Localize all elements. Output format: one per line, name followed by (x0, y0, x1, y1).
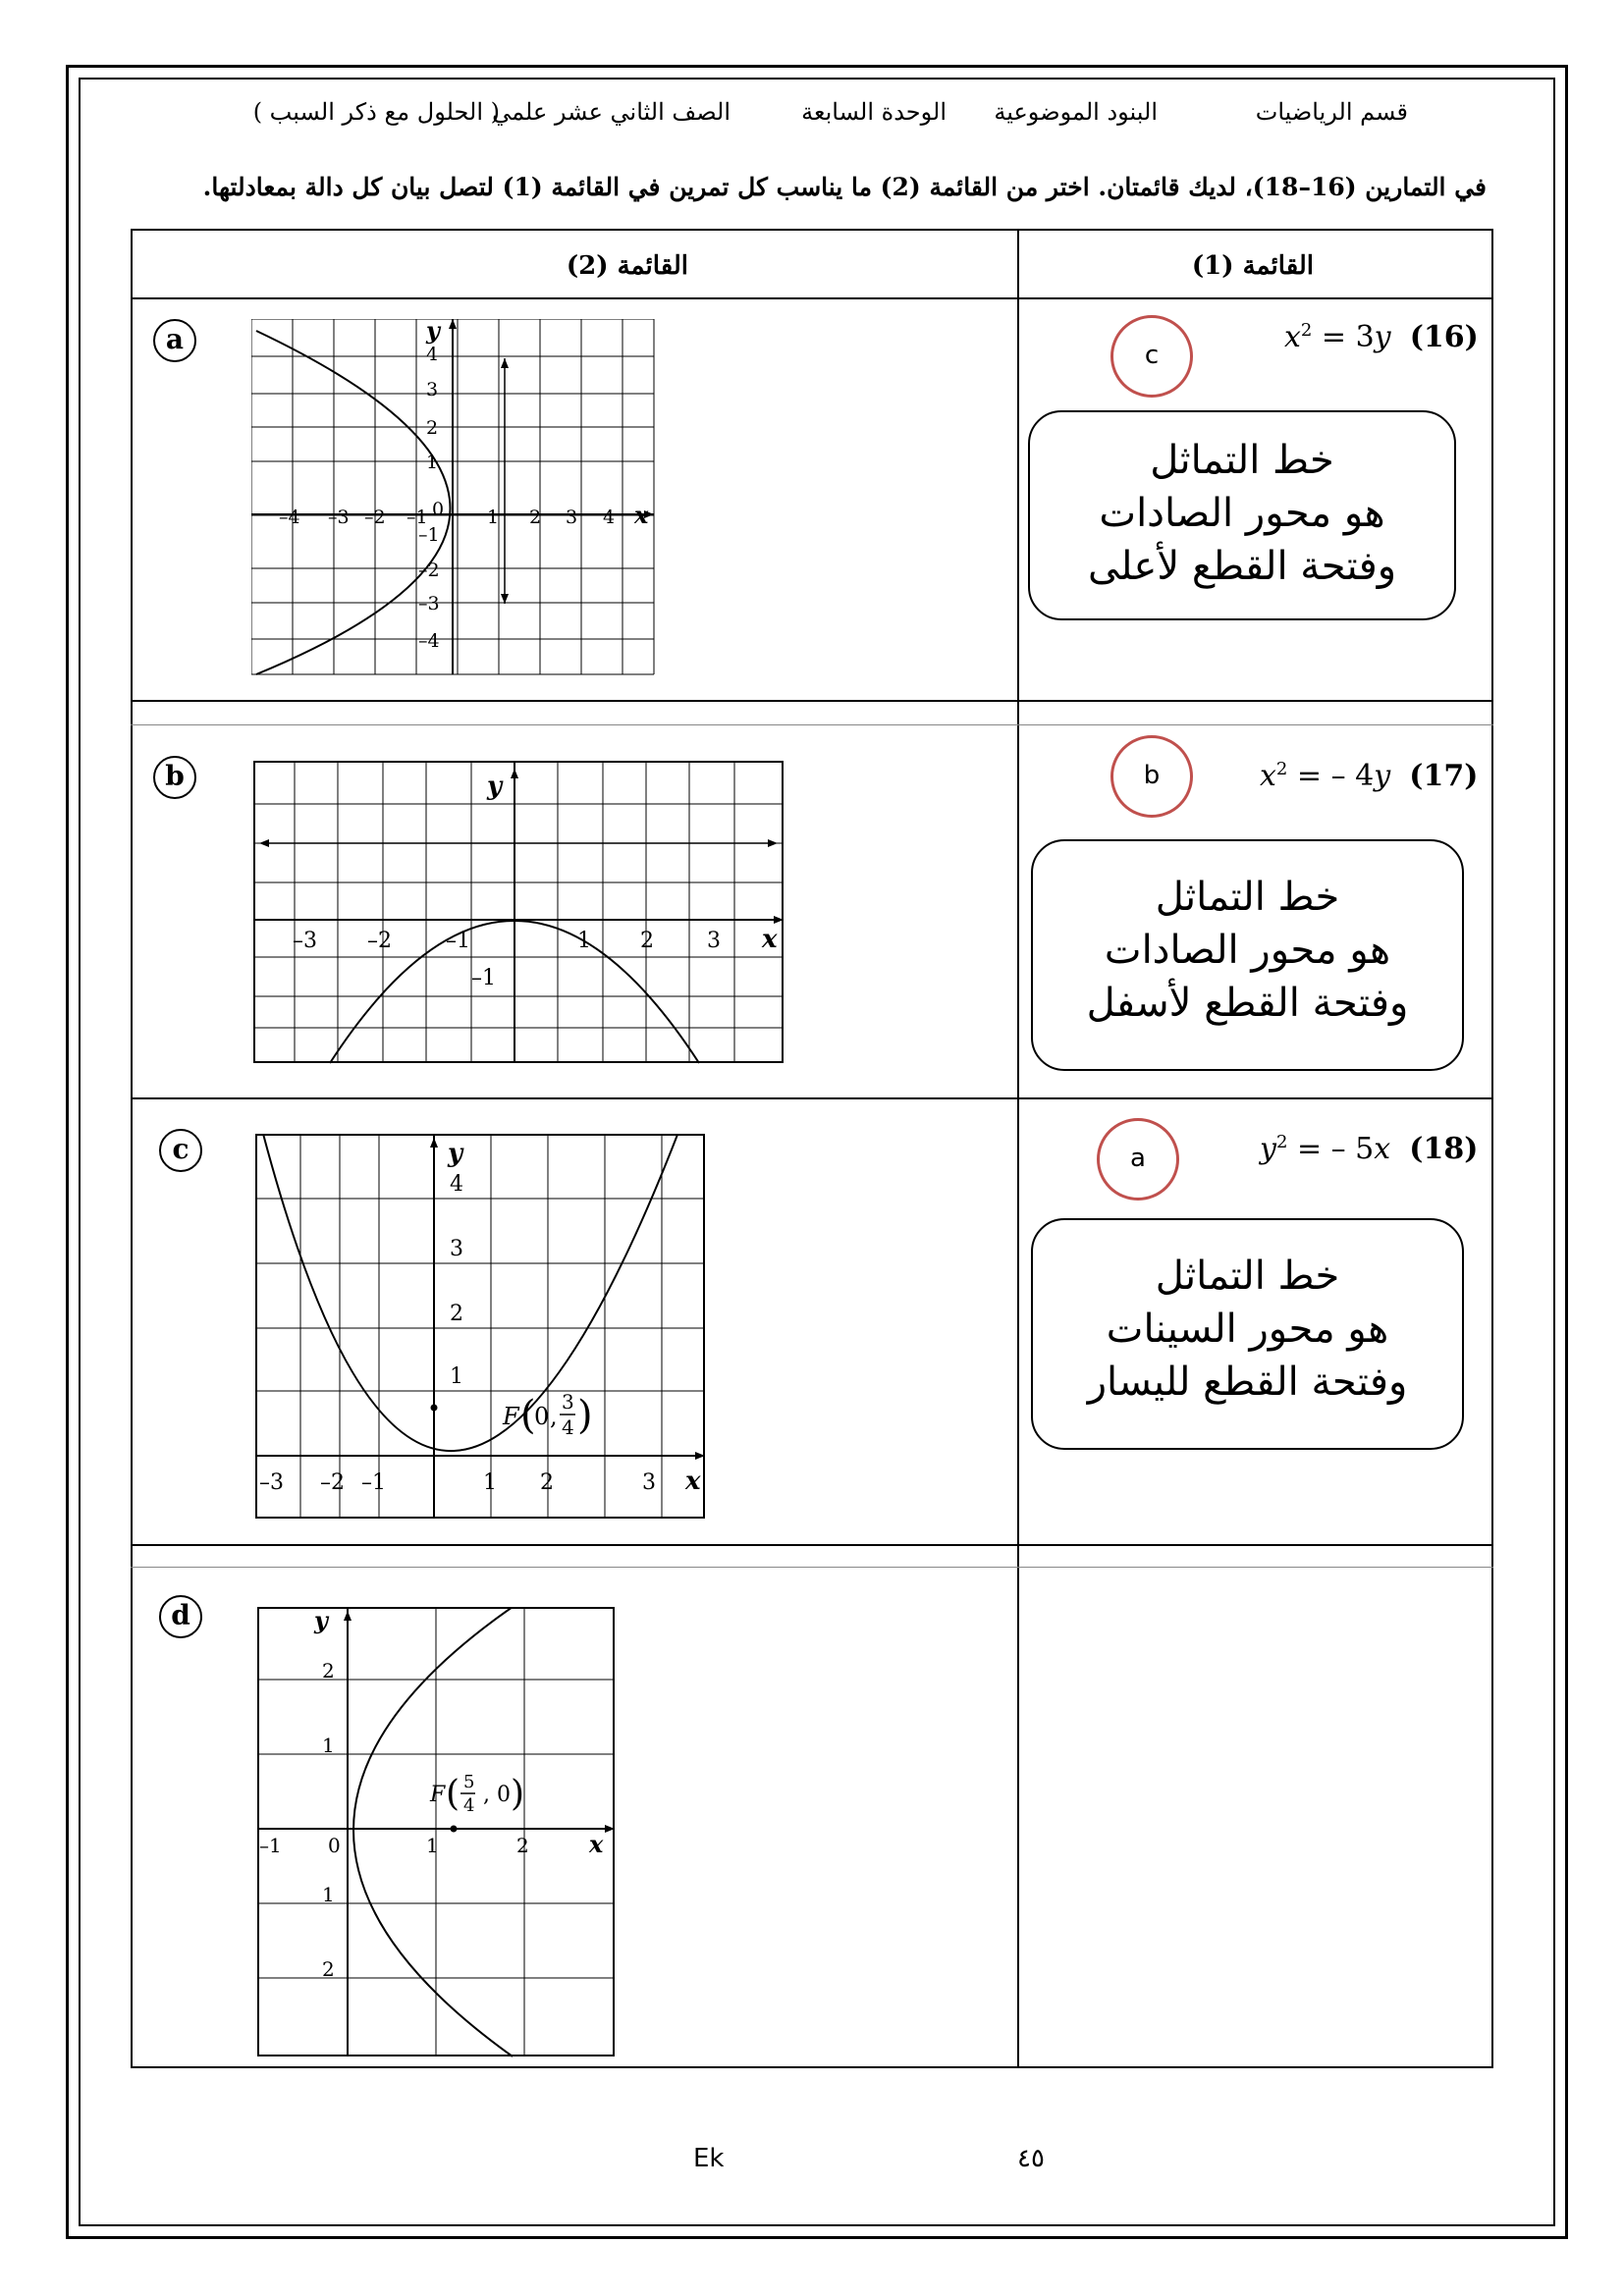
graph-d-focus-den: 4 (463, 1795, 475, 1816)
graph-b-ytick: –1 (471, 966, 496, 990)
graph-b-xtick: –1 (446, 929, 470, 953)
graph-c-focus-label: F (503, 1403, 519, 1430)
graph-a (251, 319, 656, 676)
table-column-divider (1017, 229, 1019, 2068)
graph-d-ytick: 1 (322, 1734, 335, 1757)
equation-17: $x^2$ = – 4y (17) (1260, 759, 1479, 793)
answer-circle-17: b (1110, 735, 1193, 818)
graph-a-xtick: 3 (566, 507, 578, 528)
graph-c-xtick: 2 (540, 1470, 554, 1495)
graph-d-focus-label: F (430, 1783, 446, 1807)
header-items: البنود الموضوعية (994, 98, 1158, 126)
graph-b-y-label: y (487, 772, 503, 801)
graph-a-xtick: –3 (328, 507, 350, 528)
graph-b-xtick: 3 (707, 929, 721, 953)
graph-a-ytick: 2 (426, 417, 439, 439)
graph-a-xtick: –2 (364, 507, 386, 528)
equation-16: $x^2 = 3y$ (16) (1284, 320, 1479, 354)
graph-a-ytick: –2 (418, 560, 440, 581)
reason-box-18: خط التماثل هو محور السينات وفتحة القطع لليسار (1031, 1218, 1464, 1450)
graph-c-ytick: 1 (450, 1364, 463, 1389)
exercise-number-16: (16) (1409, 320, 1479, 354)
svg-text:(: ( (520, 1393, 536, 1438)
graph-label-c: c (159, 1129, 202, 1172)
graph-a-ytick: –3 (418, 593, 440, 614)
graph-a-xtick: 2 (529, 507, 542, 528)
graph-d-ytick: 2 (322, 1659, 335, 1682)
equation-18: $y^2$ = – 5x (18) (1260, 1132, 1479, 1166)
footer-page-number: ٤٥ (1017, 2144, 1045, 2173)
header-department: قسم الرياضيات (1255, 98, 1408, 126)
graph-d-y-label: y (314, 1607, 328, 1634)
graph-b-xtick: –3 (293, 929, 317, 953)
header-unit: الوحدة السابعة (801, 98, 947, 126)
graph-a-xtick: 0 (432, 499, 445, 520)
graph-c-xtick: –1 (361, 1470, 386, 1495)
answer-circle-16: c (1110, 315, 1193, 398)
graph-a-ytick: 4 (426, 344, 439, 365)
graph-b-xtick: 2 (640, 929, 654, 953)
reason-box-16: خط التماثل هو محور الصادات وفتحة القطع لأعلى (1028, 410, 1456, 620)
svg-text:,: , (483, 1783, 490, 1807)
graph-b (253, 761, 785, 1065)
graph-a-ytick: –1 (418, 524, 440, 546)
svg-text:): ) (511, 1774, 525, 1814)
graph-d-xtick: 1 (426, 1834, 439, 1857)
graph-d-focus-y: 0 (497, 1783, 511, 1807)
graph-a-y-label: y (426, 319, 440, 345)
graph-b-xtick: 1 (577, 929, 591, 953)
reason-box-17: خط التماثل هو محور الصادات وفتحة القطع لأسفل (1031, 839, 1464, 1071)
graph-d-xtick: 0 (328, 1834, 341, 1857)
graph-a-x-label: x (634, 501, 649, 529)
graph-c-y-label: y (448, 1139, 463, 1168)
graph-d-ytick: 1 (322, 1883, 335, 1906)
header-grade: الصف الثاني عشر علمي (492, 98, 731, 126)
row-divider-3 (131, 1544, 1493, 1546)
graph-c-focus-x: 0 (534, 1403, 550, 1430)
column-header-list1: القائمة (1) (1191, 251, 1314, 281)
table-header-divider (131, 297, 1493, 299)
graph-a-xtick: 4 (603, 507, 616, 528)
graph-c-focus-num: 3 (562, 1390, 574, 1414)
graph-d-xtick: –1 (259, 1834, 282, 1857)
graph-c-ytick: 2 (450, 1302, 463, 1326)
footer-name: Ek (693, 2144, 725, 2173)
graph-label-d: d (159, 1595, 202, 1638)
row-divider-1b (131, 724, 1493, 725)
graph-a-xtick: –4 (279, 507, 300, 528)
graph-d-focus-num: 5 (463, 1772, 475, 1792)
column-header-list2: القائمة (2) (566, 251, 688, 281)
exercise-number-18: (18) (1409, 1132, 1479, 1166)
exercise-number-17: (17) (1409, 759, 1479, 793)
graph-c-xtick: 1 (483, 1470, 497, 1495)
graph-a-xtick: –1 (406, 507, 428, 528)
graph-b-xtick: –2 (367, 929, 392, 953)
graph-d-ytick: 2 (322, 1957, 335, 1981)
instruction: في التمارين (16–18)، لديك قائمتان. اختر من القائمة (2) ما يناسب كل تمرين في القائمة (1) لتصل بيان كل دالة بمعادلتها. (202, 173, 1487, 201)
row-divider-1 (131, 700, 1493, 702)
graph-b-x-label: x (762, 925, 778, 954)
graph-label-a: a (153, 319, 196, 362)
svg-text:(: ( (446, 1774, 460, 1814)
graph-c-x-label: x (685, 1467, 701, 1496)
graph-c-ytick: 4 (450, 1172, 463, 1197)
row-divider-2 (131, 1097, 1493, 1099)
graph-a-ytick: 3 (426, 379, 439, 400)
svg-text:): ) (577, 1393, 593, 1438)
graph-c-ytick: 3 (450, 1237, 463, 1261)
graph-c-xtick: –2 (320, 1470, 345, 1495)
graph-d-x-label: x (589, 1830, 604, 1858)
graph-a-ytick: –4 (418, 630, 440, 652)
graph-c-xtick: –3 (259, 1470, 284, 1495)
header-note: ( الحلول مع ذكر السبب ) (252, 98, 500, 126)
graph-c-focus-den: 4 (562, 1415, 574, 1439)
graph-d-xtick: 2 (516, 1834, 529, 1857)
graph-a-ytick: 1 (426, 452, 439, 473)
graph-c (255, 1134, 707, 1521)
answer-circle-18: a (1097, 1118, 1179, 1201)
svg-text:,: , (550, 1403, 558, 1430)
graph-label-b: b (153, 756, 196, 799)
graph-d (257, 1607, 617, 2058)
graph-a-xtick: 1 (487, 507, 500, 528)
row-divider-3b (131, 1567, 1493, 1568)
graph-c-xtick: 3 (642, 1470, 656, 1495)
